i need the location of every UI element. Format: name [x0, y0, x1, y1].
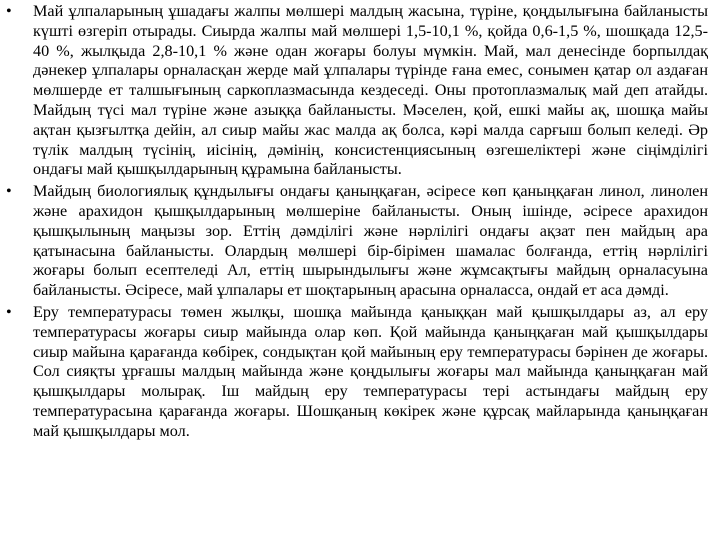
bullet-item-fat-content [6, 2, 708, 180]
bullet-icon: • [6, 2, 12, 20]
paragraph-melting-temperature: Еру температурасы төмен жылқы, шошқа майында қаныққан май қышқылдары аз, ал еру температурасы жоғары сиыр майында олар көп. Қой майында қаныңқаған май қышқылдары сиыр майына қарағанда көбірек, сондықтан қой майының еру температурасы бәрінен де жоғары. Сол сияқты ұрғашы малдың майында және қоңдылығы жоғары мал майында қаныңқаған май қышқылдары молырақ. Іш майдың еру температурасы тері астындағы майдың еру температурасына қарағанда жоғары. Шошқаның көкірек және құрсақ майларында қаныңқаған май қышқылдары мол. [33, 302, 708, 440]
paragraph-fat-content: Май ұлпаларының ұшадағы жалпы мөлшері малдың жасына, түріне, қоңдылығына байланысты күшті өзгеріп отырады. Сиырда жалпы май мөлшері 1,5-10,1 %, қойда 0,6-1,5 %, шошқада 12,5-40 %, жылқыда 2,8-10,1 % және одан жоғары болуы мүмкін. Май, мал денесінде борпылдақ дәнекер ұлпалары орналасқан жерде май ұлпалары түрінде ғана емес, сонымен қатар ол аздаған мөлшерде ет талшығының саркоплазмасында кездеседі. Оны протоплазмалық май деп атайды. Майдың түсі мал түріне және азыққа байланысты. Мәселен, қой, ешкі майы ақ, шошқа майы ақтан қызғылтқа дейін, ал сиыр майы жас малда ақ болса, кәрі малда сарғыш болып келеді. Әр түлік малдың түсінің, иісінің, дәмінің, консистенциясының өзгешеліктері және сіңімділігі ондағы май қышқылдарының құрамына байланысты. [33, 2, 708, 179]
paragraph-biological-value: Майдың биологиялық құндылығы ондағы қаныңқаған, әсіресе көп қаныңқаған линол, линолен және арахидон қышқылдарының мөлшеріне байланысты. Оның ішінде, әсіресе арахидон қышқылының маңызы зор. Еттің дәмділігі және нәрлілігі ондағы ақзат пен майдың ара қатынасына байланысты. Олардың мөлшері бір-бірімен шамалас болғанда, еттің нәрлілігі жоғары болып есептеледі Ал, еттің шырындылығы және жұмсақтығы майдың орналасуына байланысты. Әсіресе, май ұлпалары ет шоқтарының арасына орналасса, ондай ет аса дәмді. [33, 182, 708, 300]
bullet-item-biological-value [6, 182, 708, 301]
bullet-icon: • [6, 182, 12, 201]
bullet-icon: • [6, 302, 12, 321]
bullet-item-melting-temperature [6, 303, 708, 442]
bullet-list [6, 2, 708, 442]
